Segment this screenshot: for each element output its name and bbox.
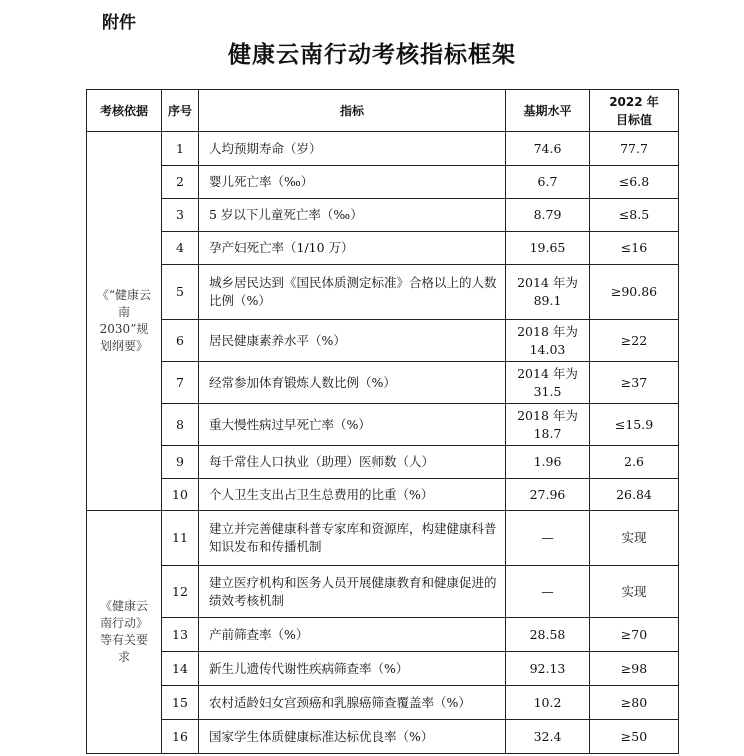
table-row [87,232,679,265]
table-row [87,265,679,320]
row-target: ≥70 [590,618,679,652]
row-baseline: 92.13 [506,652,590,686]
row-baseline: — [506,566,590,618]
row-indicator: 经常参加体育锻炼人数比例（%） [199,362,506,404]
row-indicator: 每千常住人口执业（助理）医师数（人） [199,446,506,479]
row-target: 实现 [590,566,679,618]
row-baseline: 2014 年为 89.1 [506,265,590,320]
row-baseline: 1.96 [506,446,590,479]
row-baseline: 2018 年为 18.7 [506,404,590,446]
table-row [87,199,679,232]
row-indicator: 人均预期寿命（岁） [199,132,506,166]
header-no: 序号 [162,90,199,132]
row-number: 10 [162,479,199,511]
indicator-table [86,89,679,754]
row-indicator: 新生儿遗传代谢性疾病筛查率（%） [199,652,506,686]
table-row [87,618,679,652]
row-number: 4 [162,232,199,265]
table-row [87,686,679,720]
table-row [87,320,679,362]
row-indicator: 城乡居民达到《国民体质测定标准》合格以上的人数比例（%） [199,265,506,320]
row-target: ≤15.9 [590,404,679,446]
row-indicator: 产前筛查率（%） [199,618,506,652]
row-number: 15 [162,686,199,720]
row-baseline: 2018 年为 14.03 [506,320,590,362]
row-number: 6 [162,320,199,362]
row-baseline: 6.7 [506,166,590,199]
row-target: ≥80 [590,686,679,720]
row-baseline: 74.6 [506,132,590,166]
row-target: 实现 [590,511,679,566]
attachment-label: 附件 [102,13,136,33]
table-row [87,566,679,618]
row-number: 16 [162,720,199,754]
table-row [87,446,679,479]
row-number: 14 [162,652,199,686]
row-number: 2 [162,166,199,199]
table-row [87,362,679,404]
table-row [87,479,679,511]
row-number: 12 [162,566,199,618]
header-target: 2022 年目标值 [590,90,679,132]
header-indicator: 指标 [199,90,506,132]
row-indicator: 个人卫生支出占卫生总费用的比重（%） [199,479,506,511]
row-target: 26.84 [590,479,679,511]
row-target: 2.6 [590,446,679,479]
row-indicator: 建立医疗机构和医务人员开展健康教育和健康促进的绩效考核机制 [199,566,506,618]
row-number: 1 [162,132,199,166]
row-indicator: 重大慢性病过早死亡率（%） [199,404,506,446]
row-number: 5 [162,265,199,320]
row-number: 13 [162,618,199,652]
row-target: ≤6.8 [590,166,679,199]
row-indicator: 国家学生体质健康标准达标优良率（%） [199,720,506,754]
row-target: ≤16 [590,232,679,265]
row-number: 3 [162,199,199,232]
row-baseline: 2014 年为 31.5 [506,362,590,404]
row-indicator: 孕产妇死亡率（1/10 万） [199,232,506,265]
row-baseline: 19.65 [506,232,590,265]
row-baseline: 10.2 [506,686,590,720]
row-baseline: — [506,511,590,566]
basis-group-1: 《“健康云南2030”规划纲要》 [87,132,162,511]
row-target: ≥37 [590,362,679,404]
table-row [87,720,679,754]
row-baseline: 32.4 [506,720,590,754]
basis-group-2: 《健康云南行动》等有关要求 [87,511,162,754]
table-row [87,132,679,166]
table-row [87,404,679,446]
row-indicator: 建立并完善健康科普专家库和资源库，构建健康科普知识发布和传播机制 [199,511,506,566]
row-target: ≥98 [590,652,679,686]
row-number: 9 [162,446,199,479]
row-number: 11 [162,511,199,566]
header-basis: 考核依据 [87,90,162,132]
row-target: ≥22 [590,320,679,362]
row-indicator: 5 岁以下儿童死亡率（‰） [199,199,506,232]
row-number: 7 [162,362,199,404]
table-row [87,166,679,199]
row-baseline: 8.79 [506,199,590,232]
row-number: 8 [162,404,199,446]
table-row [87,652,679,686]
table-header-row [87,90,679,132]
row-target: ≥90.86 [590,265,679,320]
row-target: ≤8.5 [590,199,679,232]
row-baseline: 28.58 [506,618,590,652]
table-row [87,511,679,566]
page-title: 健康云南行动考核指标框架 [228,42,516,68]
row-indicator: 居民健康素养水平（%） [199,320,506,362]
row-target: 77.7 [590,132,679,166]
row-indicator: 农村适龄妇女宫颈癌和乳腺癌筛查覆盖率（%） [199,686,506,720]
row-baseline: 27.96 [506,479,590,511]
row-target: ≥50 [590,720,679,754]
row-indicator: 婴儿死亡率（‰） [199,166,506,199]
header-baseline: 基期水平 [506,90,590,132]
